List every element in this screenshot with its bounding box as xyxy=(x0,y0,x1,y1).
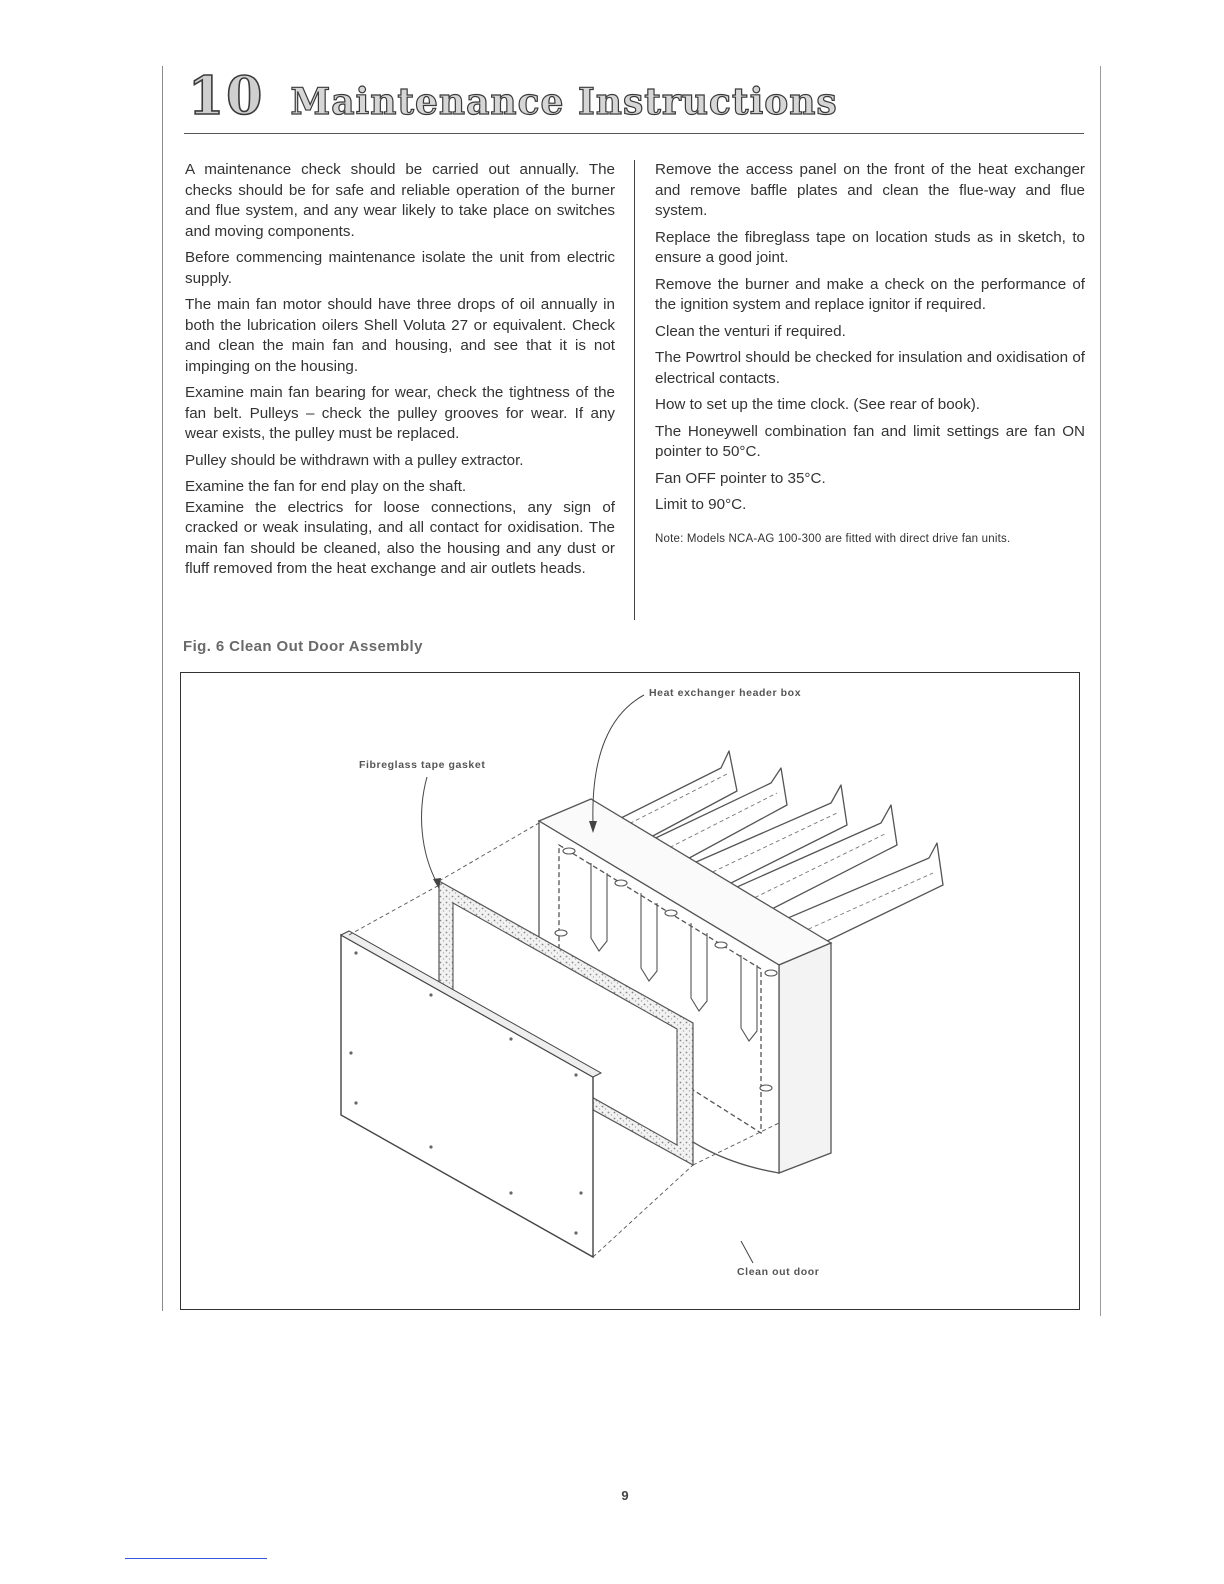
paragraph-access-panel: Remove the access panel on the front of the heat exchanger and remove baffle plates and clean the flue-way and flue system. xyxy=(655,161,1085,219)
figure-frame xyxy=(180,672,1080,1310)
paragraph-fibreglass-tape: Replace the fibreglass tape on location studs as in sketch, to ensure a good joint. xyxy=(655,228,1085,266)
paragraph-powrtrol: The Powrtrol should be checked for insulation and oxidisation of electrical contacts. xyxy=(655,349,1085,387)
page-number: 9 xyxy=(621,1488,629,1503)
figure-caption: Fig. 6 Clean Out Door Assembly xyxy=(183,638,423,655)
paragraph-end-play: Examine the fan for end play on the shaft. xyxy=(185,478,467,495)
clean-out-door-diagram xyxy=(181,673,1081,1311)
paragraph-venturi: Clean the venturi if required. xyxy=(655,322,846,340)
paragraph-time-clock: How to set up the time clock. (See rear of book). xyxy=(655,396,980,413)
page-margin-rule-right xyxy=(1100,66,1101,1316)
paragraph-electrics: Examine the electrics for loose connections, any sign of cracked or weak insulating, and all contact for oxidisation. The main fan should be cleaned, also the housing and any dust or fluff removed from the heat exchange and air outlets heads. xyxy=(185,498,615,577)
right-text-column xyxy=(655,160,1085,554)
column-divider xyxy=(634,160,635,620)
paragraph-honeywell-settings: The Honeywell combination fan and limit settings are fan ON pointer to 50°C. xyxy=(655,422,1085,460)
paragraph-fan-off: Fan OFF pointer to 35°C. xyxy=(655,469,826,487)
paragraph-annual-check: A maintenance check should be carried out annually. The checks should be for safe and reliable operation of the burner and flue system, and any wear likely to take place on switches and moving components. xyxy=(185,161,615,240)
header-rule xyxy=(184,133,1084,134)
paragraph-burner-check: Remove the burner and make a check on the performance of the ignition system and replace ignitor if required. xyxy=(655,275,1085,313)
page-margin-rule-left xyxy=(162,66,163,1311)
paragraph-fan-motor-oil: The main fan motor should have three drops of oil annually in both the lubrication oilers Shell Voluta 27 or equivalent. Check and clean the main fan and housing, and see that it is not impinging on the housing. xyxy=(185,296,615,375)
footer-underline xyxy=(125,1558,267,1559)
section-title: Maintenance Instructions xyxy=(290,81,838,123)
left-text-column xyxy=(185,160,615,586)
paragraph-pulley-extractor: Pulley should be withdrawn with a pulley extractor. xyxy=(185,451,524,469)
label-fibreglass-tape-gasket: Fibreglass tape gasket xyxy=(359,759,486,771)
label-heat-exchanger-header-box: Heat exchanger header box xyxy=(649,687,802,699)
label-clean-out-door: Clean out door xyxy=(737,1266,820,1278)
paragraph-fan-bearing: Examine main fan bearing for wear, check the tightness of the fan belt. Pulleys – check the pulley grooves for wear. If any wear exists, the pulley must be replaced. xyxy=(185,384,615,442)
paragraph-limit: Limit to 90°C. xyxy=(655,496,747,513)
note-direct-drive: Note: Models NCA-AG 100-300 are fitted with direct drive fan units. xyxy=(655,532,1011,545)
section-number: 10 xyxy=(188,66,265,127)
section-header xyxy=(188,66,838,127)
paragraph-isolate-supply: Before commencing maintenance isolate the unit from electric supply. xyxy=(185,249,615,287)
